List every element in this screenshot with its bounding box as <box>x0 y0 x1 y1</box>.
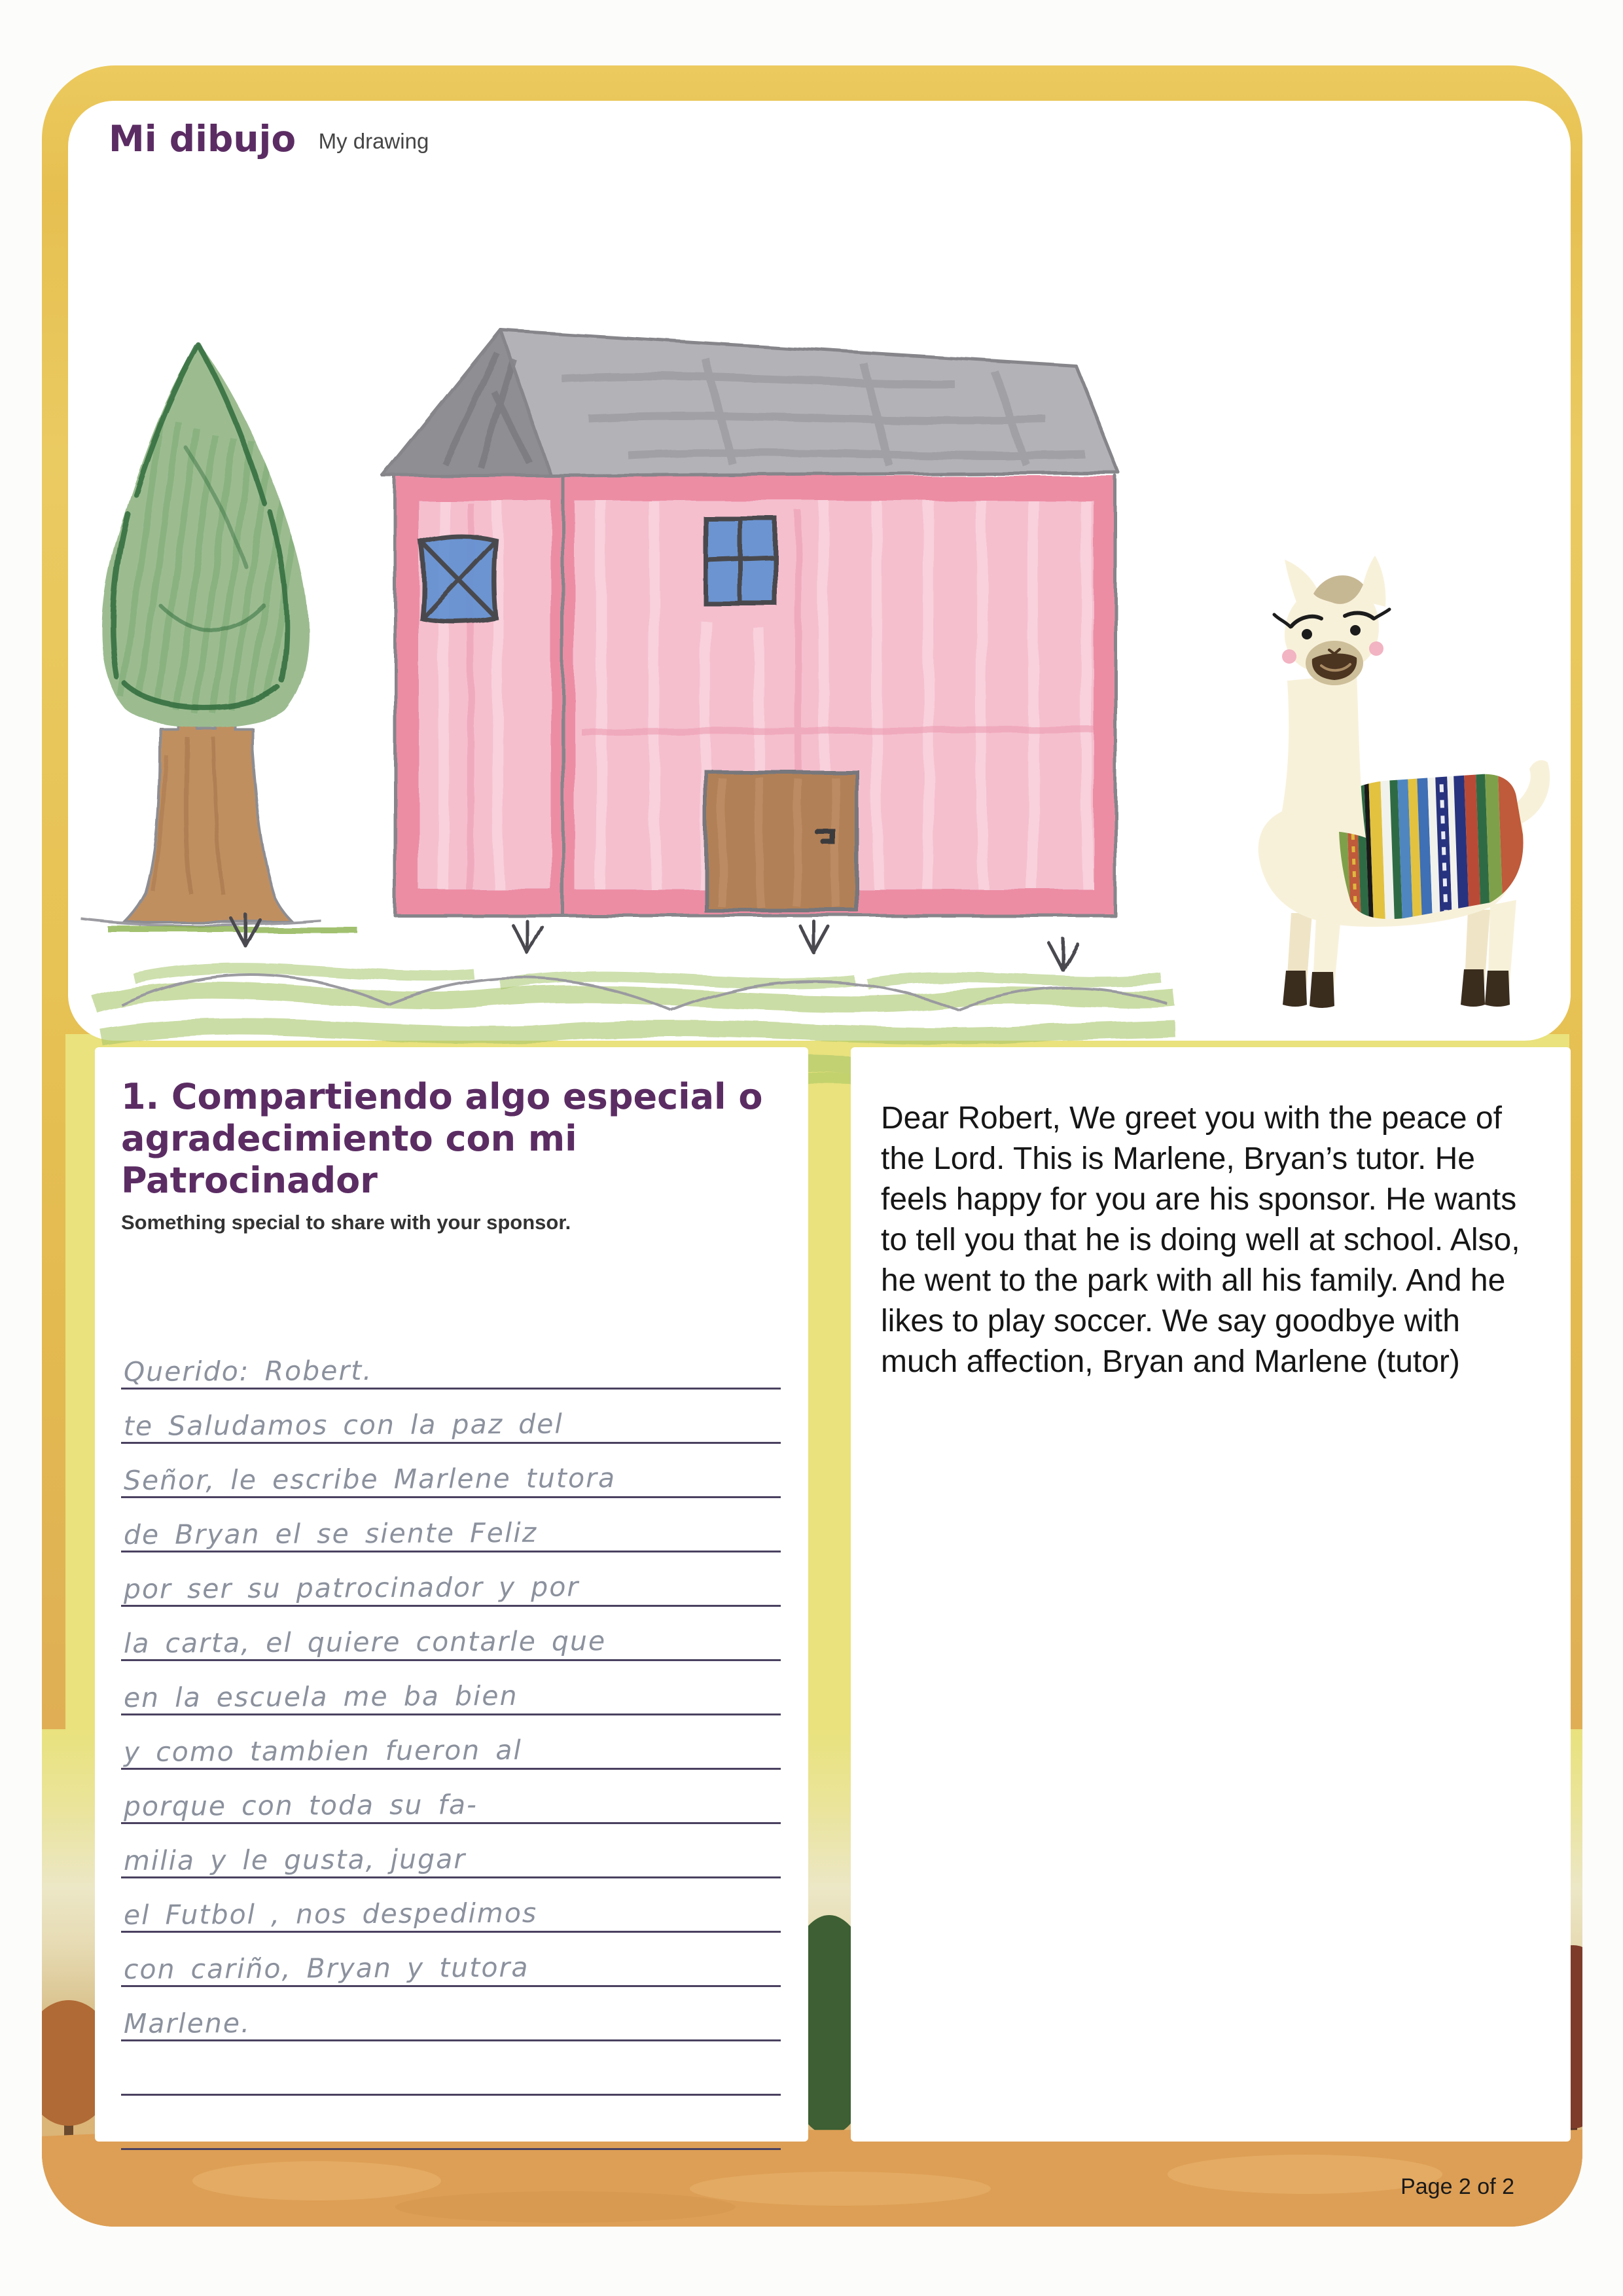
handwritten-line: te Saludamos con la paz del <box>121 1390 781 1444</box>
handwritten-line: Marlene. <box>121 1987 781 2041</box>
handwritten-line: y como tambien fueron al <box>121 1715 781 1770</box>
handwritten-line: de Bryan el se siente Feliz <box>121 1498 781 1552</box>
tree-drawing <box>62 331 337 929</box>
drawing-panel <box>68 101 1571 1041</box>
handwritten-letter <box>121 1335 781 2150</box>
handwritten-line: Señor, le escribe Marlene tutora <box>121 1444 781 1498</box>
llama-illustration <box>1188 547 1558 1021</box>
sharing-subheading: Something special to share with your sponsor. <box>121 1211 571 1234</box>
translation-panel <box>851 1047 1571 2142</box>
handwritten-line: en la escuela me ba bien <box>121 1661 781 1715</box>
sharing-panel <box>95 1047 808 2142</box>
letter-page-frame <box>42 65 1582 2227</box>
page-number-label: Page 2 of 2 <box>1400 2174 1514 2199</box>
drawing-header <box>109 118 429 160</box>
grass-sprout-tufts <box>231 914 1078 971</box>
drawing-title-english: My drawing <box>318 129 429 153</box>
handwritten-line: el Futbol , nos despedimos <box>121 1878 781 1933</box>
translation-text: Dear Robert, We greet you with the peace of the Lord. This is Marlene, Bryan’s tutor. He feels happy for you are his sponsor. He wants to tell you that he is doing well at school. Also, he went to the park with all his family. And he likes to play soccer. We say goodbye with much affection, Bryan and Marlene (tutor) <box>881 1101 1520 1379</box>
handwritten-line: porque con toda su fa- <box>121 1770 781 1824</box>
handwritten-line-empty <box>121 2041 781 2096</box>
handwritten-line: la carta, el quiere contarle que <box>121 1607 781 1661</box>
house-drawing <box>366 300 1151 968</box>
handwritten-line: con cariño, Bryan y tutora <box>121 1933 781 1987</box>
handwritten-line: por ser su patrocinador y por <box>121 1552 781 1607</box>
handwritten-line-empty <box>121 2096 781 2150</box>
handwritten-line: milia y le gusta, jugar <box>121 1824 781 1878</box>
handwritten-line: Querido: Robert. <box>121 1335 781 1390</box>
sharing-heading: 1. Compartiendo algo especial o agradecimiento con mi Patrocinador <box>121 1076 763 1201</box>
drawing-title-spanish: Mi dibujo <box>109 118 296 160</box>
